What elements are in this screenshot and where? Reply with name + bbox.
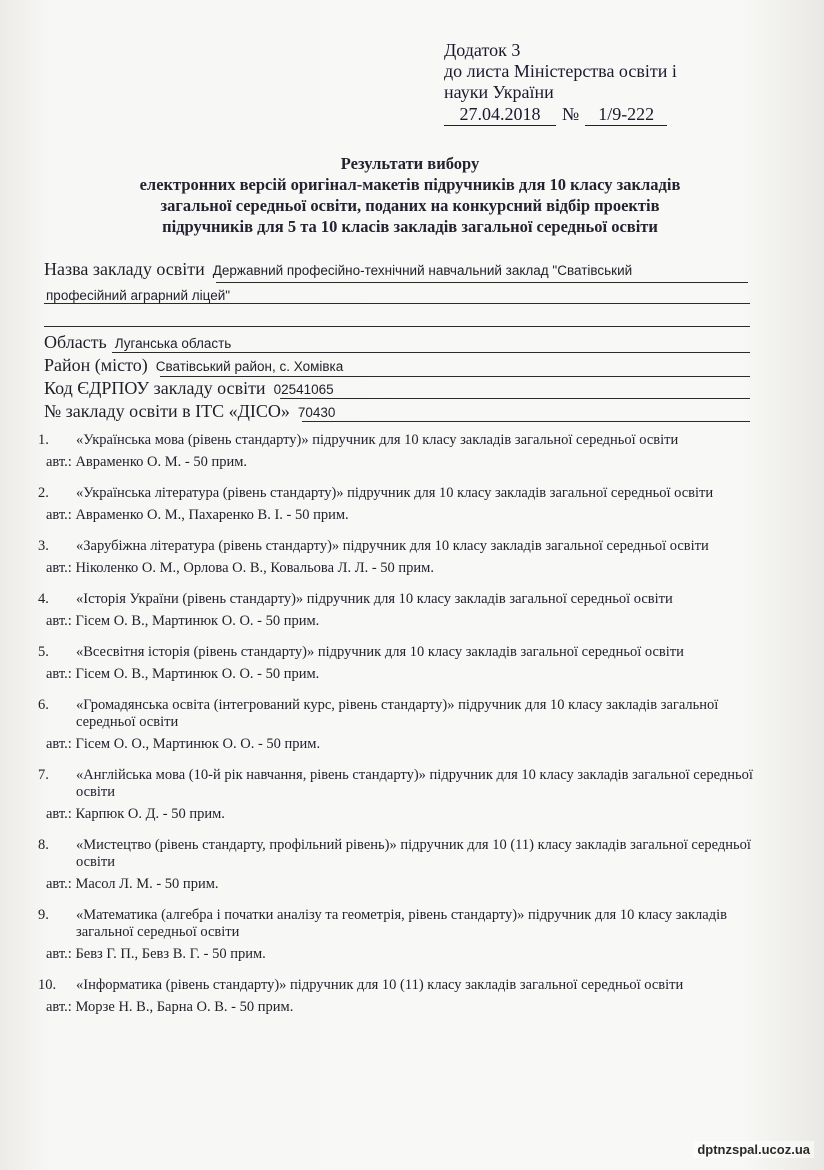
institution-value-2: професійний аграрний ліцей" — [46, 288, 231, 303]
item-number: 4. — [38, 591, 49, 607]
district-label: Район (місто) — [44, 355, 148, 375]
item-number: 1. — [38, 432, 49, 448]
item-title: «Математика (алгебра і початки аналізу та геометрія, рівень стандарту)» підручник для 10 класу закладів загальної середньої освіти — [76, 907, 727, 940]
item-title: «Всесвітня історія (рівень стандарту)» підручник для 10 класу закладів загальної середньої освіти — [76, 644, 684, 660]
item-authors: авт.: Гісем О. В., Мартинюк О. О. - 50 прим. — [46, 666, 320, 682]
underline — [302, 421, 750, 422]
title-line-2: електронних версій оригінал-макетів підручників для 10 класу закладів — [139, 175, 681, 194]
underline — [160, 376, 750, 377]
item-number: 2. — [38, 485, 49, 501]
diso-field — [44, 401, 335, 422]
list-item — [38, 432, 758, 471]
underline — [280, 398, 750, 399]
edrpou-value: 02541065 — [273, 382, 334, 397]
institution-field-cont — [46, 284, 230, 305]
item-authors: авт.: Бевз Г. П., Бевз В. Г. - 50 прим. — [46, 946, 266, 962]
appendix-line-1: Додаток 3 — [444, 40, 521, 60]
letter-number: 1/9-222 — [585, 104, 667, 126]
edrpou-label: Код ЄДРПОУ закладу освіти — [44, 378, 266, 398]
item-authors: авт.: Масол Л. М. - 50 прим. — [46, 876, 219, 892]
institution-value-1: Державний професійно-технічний навчальний заклад "Сватівський — [212, 263, 633, 278]
list-item — [38, 767, 758, 823]
item-title: «Мистецтво (рівень стандарту, профільний рівень)» підручник для 10 (11) класу закладів загальної середньої освіти — [76, 837, 751, 870]
list-item — [38, 591, 758, 630]
item-authors: авт.: Карпюк О. Д. - 50 прим. — [46, 806, 225, 822]
list-item — [38, 697, 758, 753]
item-number: 7. — [38, 767, 49, 783]
item-number: 9. — [38, 907, 49, 923]
item-title: «Інформатика (рівень стандарту)» підручник для 10 (11) класу закладів загальної середньої освіти — [76, 977, 684, 993]
list-item — [38, 837, 758, 893]
list-item — [38, 907, 758, 963]
item-title: «Англійська мова (10-й рік навчання, рівень стандарту)» підручник для 10 класу закладів загальної середньої освіти — [76, 767, 753, 800]
site-watermark: dptnzspal.ucoz.ua — [693, 1141, 814, 1158]
district-field — [44, 355, 343, 376]
appendix-header — [444, 40, 744, 126]
document-title — [60, 153, 760, 237]
item-title: «Зарубіжна література (рівень стандарту)» підручник для 10 класу закладів загальної середньої освіти — [76, 538, 709, 554]
institution-label: Назва закладу освіти — [44, 259, 205, 279]
institution-field — [44, 259, 632, 280]
item-number: 5. — [38, 644, 49, 660]
item-title: «Історія України (рівень стандарту)» підручник для 10 класу закладів загальної середньої освіти — [76, 591, 673, 607]
underline — [44, 326, 750, 327]
diso-label: № закладу освіти в ІТС «ДІСО» — [44, 401, 290, 421]
underline — [112, 352, 750, 353]
item-number: 8. — [38, 837, 49, 853]
title-line-3: загальної середньої освіти, поданих на конкурсний відбір проектів — [160, 196, 660, 215]
region-value: Луганська область — [114, 336, 232, 351]
region-field — [44, 332, 231, 353]
appendix-line-2: до листа Міністерства освіти і — [444, 61, 677, 81]
item-title: «Українська мова (рівень стандарту)» підручник для 10 класу закладів загальної середньої освіти — [76, 432, 679, 448]
textbook-list — [38, 432, 758, 1016]
item-number: 10. — [38, 977, 57, 993]
region-label: Область — [44, 332, 107, 352]
item-number: 6. — [38, 697, 49, 713]
item-authors: авт.: Авраменко О. М. - 50 прим. — [46, 454, 248, 470]
diso-value: 70430 — [297, 405, 336, 420]
item-authors: авт.: Авраменко О. М., Пахаренко В. І. - 50 прим. — [46, 507, 349, 523]
edrpou-field — [44, 378, 334, 399]
list-item — [38, 977, 758, 1016]
list-item — [38, 644, 758, 683]
letter-date: 27.04.2018 — [444, 104, 556, 126]
item-authors: авт.: Гісем О. В., Мартинюк О. О. - 50 прим. — [46, 613, 320, 629]
appendix-line-3: науки України — [444, 82, 554, 102]
underline — [216, 282, 748, 283]
item-authors: авт.: Морзе Н. В., Барна О. В. - 50 прим. — [46, 999, 294, 1015]
letter-reference — [444, 104, 744, 126]
underline — [44, 303, 750, 304]
list-item — [38, 485, 758, 524]
number-sign: № — [562, 104, 580, 124]
title-line-1: Результати вибору — [340, 154, 480, 173]
item-title: «Громадянська освіта (інтегрований курс, рівень стандарту)» підручник для 10 класу закладів загальної середньої освіти — [76, 697, 719, 730]
item-title: «Українська література (рівень стандарту)» підручник для 10 класу закладів загальної середньої освіти — [76, 485, 714, 501]
item-number: 3. — [38, 538, 49, 554]
district-value: Сватівський район, с. Хомівка — [155, 359, 344, 374]
item-authors: авт.: Ніколенко О. М., Орлова О. В., Ковальова Л. Л. - 50 прим. — [46, 560, 434, 576]
list-item — [38, 538, 758, 577]
item-authors: авт.: Гісем О. О., Мартинюк О. О. - 50 прим. — [46, 736, 321, 752]
title-line-4: підручників для 5 та 10 класів закладів загальної середньої освіти — [162, 217, 658, 236]
